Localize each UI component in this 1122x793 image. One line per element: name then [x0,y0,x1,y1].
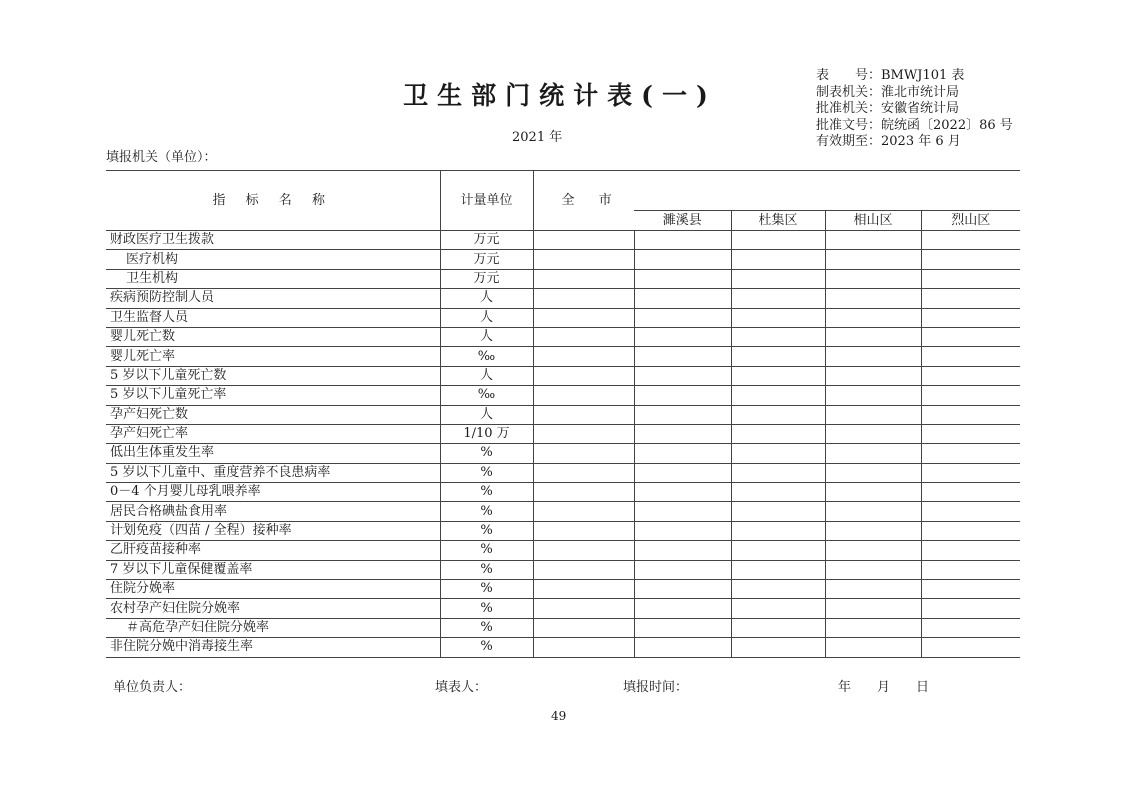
district-value-cell [825,250,921,269]
district-value-cell [825,638,921,657]
indicator-name: 居民合格碘盐食用率 [106,502,440,521]
made-by: 制表机关：淮北市统计局 [816,84,960,100]
unit-cell: 人 [440,405,533,424]
district-value-cell [634,463,731,482]
city-value-cell [533,618,634,637]
table-row [106,405,1020,424]
indicator-name: 农村孕产妇住院分娩率 [106,599,440,618]
district-value-cell [731,444,825,463]
district-value-cell [921,269,1020,288]
district-value-cell [825,560,921,579]
district-value-cell [921,250,1020,269]
district-value-cell [825,424,921,443]
district-value-cell [921,308,1020,327]
city-value-cell [533,638,634,657]
district-value-cell [731,599,825,618]
district-value-cell [731,580,825,599]
indicator-name: 卫生机构 [106,269,440,288]
city-value-cell [533,521,634,540]
city-value-cell [533,502,634,521]
district-value-cell [825,405,921,424]
district-value-cell [825,308,921,327]
indicator-name: 医疗机构 [106,250,440,269]
district-value-cell [634,580,731,599]
district-value-cell [731,560,825,579]
district-value-cell [731,502,825,521]
district-value-cell [634,347,731,366]
page-number: 49 [551,709,567,723]
district-value-cell [634,250,731,269]
table-row [106,386,1020,405]
date-fields: 年 月 日 [838,680,930,695]
district-value-cell [921,560,1020,579]
indicator-name: 低出生体重发生率 [106,444,440,463]
indicator-name: 孕产妇死亡率 [106,424,440,443]
unit-cell: 1/10 万 [440,424,533,443]
filler-label: 填报机关（单位）： [106,150,217,165]
district-value-cell [921,599,1020,618]
district-value-cell [634,308,731,327]
district-value-cell [731,366,825,385]
table-row [106,483,1020,502]
district-value-cell [634,269,731,288]
district-value-cell [731,386,825,405]
report-year: 2021 年 [512,130,563,145]
district-value-cell [731,231,825,250]
fill-time-label: 填报时间： [623,680,689,695]
approval-document: 批准文号：皖统函〔2022〕86 号 [816,117,1013,133]
city-value-cell [533,308,634,327]
district-value-cell [731,483,825,502]
district-value-cell [731,327,825,346]
district-value-cell [825,580,921,599]
table-row [106,618,1020,637]
city-value-cell [533,560,634,579]
unit-cell: 人 [440,327,533,346]
district-value-cell [634,366,731,385]
district-value-cell [825,502,921,521]
district-value-cell [921,289,1020,308]
unit-cell: % [440,638,533,657]
form-number: 表 号：BMWJ101 表 [816,68,965,83]
district-value-cell [825,483,921,502]
district-value-cell [825,599,921,618]
table-row [106,599,1020,618]
district-value-cell [731,638,825,657]
header-district: 杜集区 [731,211,825,231]
unit-cell: % [440,521,533,540]
unit-cell: % [440,541,533,560]
district-value-cell [731,424,825,443]
unit-cell: 人 [440,366,533,385]
indicator-name: 财政医疗卫生拨款 [106,231,440,250]
district-value-cell [825,444,921,463]
table-row [106,250,1020,269]
unit-cell: % [440,560,533,579]
indicator-name: 卫生监督人员 [106,308,440,327]
unit-cell: % [440,463,533,482]
district-value-cell [921,502,1020,521]
district-value-cell [634,599,731,618]
valid-until: 有效期至：2023 年 6 月 [816,134,961,149]
header-unit: 计量单位 [440,171,533,231]
district-value-cell [921,366,1020,385]
city-value-cell [533,231,634,250]
table-row [106,521,1020,540]
table-row [106,347,1020,366]
table-row [106,638,1020,657]
table-row [106,580,1020,599]
unit-cell: ‰ [440,347,533,366]
district-value-cell [634,483,731,502]
district-value-cell [731,463,825,482]
indicator-name: 婴儿死亡率 [106,347,440,366]
district-value-cell [731,347,825,366]
unit-cell: % [440,502,533,521]
district-value-cell [825,269,921,288]
district-value-cell [634,541,731,560]
unit-cell: % [440,483,533,502]
district-value-cell [731,521,825,540]
district-value-cell [731,541,825,560]
city-value-cell [533,541,634,560]
district-value-cell [825,289,921,308]
indicator-name: 住院分娩率 [106,580,440,599]
district-value-cell [825,327,921,346]
table-row [106,502,1020,521]
district-value-cell [634,289,731,308]
district-value-cell [634,405,731,424]
approved-by: 批准机关：安徽省统计局 [816,101,960,116]
indicator-name: 0－4 个月婴儿母乳喂养率 [106,483,440,502]
city-value-cell [533,269,634,288]
indicator-name: 非住院分娩中消毒接生率 [106,638,440,657]
district-value-cell [921,347,1020,366]
form-meta [816,68,1013,151]
district-value-cell [825,231,921,250]
district-value-cell [634,386,731,405]
indicator-name: 5 岁以下儿童死亡数 [106,366,440,385]
district-value-cell [634,444,731,463]
district-value-cell [634,638,731,657]
indicator-name: 5 岁以下儿童死亡率 [106,386,440,405]
table-row [106,444,1020,463]
table-row [106,289,1020,308]
indicator-name: 计划免疫（四苗 / 全程）接种率 [106,521,440,540]
city-value-cell [533,327,634,346]
table-row [106,541,1020,560]
header-district: 相山区 [825,211,921,231]
indicator-name: 5 岁以下儿童中、重度营养不良患病率 [106,463,440,482]
indicator-name: 7 岁以下儿童保健覆盖率 [106,560,440,579]
district-value-cell [634,231,731,250]
district-value-cell [921,580,1020,599]
responsible-person-label: 单位负责人： [113,680,192,695]
district-value-cell [921,327,1020,346]
district-value-cell [825,386,921,405]
district-value-cell [634,327,731,346]
district-value-cell [731,269,825,288]
district-value-cell [825,366,921,385]
city-value-cell [533,580,634,599]
district-value-cell [921,618,1020,637]
table-row [106,424,1020,443]
district-value-cell [634,521,731,540]
indicator-name: 疾病预防控制人员 [106,289,440,308]
table-row [106,560,1020,579]
district-value-cell [921,386,1020,405]
district-value-cell [634,424,731,443]
district-value-cell [634,502,731,521]
city-value-cell [533,599,634,618]
unit-cell: 人 [440,308,533,327]
indicator-name: 乙肝疫苗接种率 [106,541,440,560]
city-value-cell [533,483,634,502]
unit-cell: 万元 [440,231,533,250]
district-value-cell [825,463,921,482]
indicator-name: 孕产妇死亡数 [106,405,440,424]
unit-cell: ‰ [440,386,533,405]
unit-cell: 人 [440,289,533,308]
district-value-cell [921,638,1020,657]
city-value-cell [533,386,634,405]
city-value-cell [533,424,634,443]
city-value-cell [533,444,634,463]
city-value-cell [533,463,634,482]
district-value-cell [731,289,825,308]
district-value-cell [731,405,825,424]
district-value-cell [825,618,921,637]
district-value-cell [825,347,921,366]
city-value-cell [533,250,634,269]
indicator-name: ＃高危孕产妇住院分娩率 [106,618,440,637]
city-value-cell [533,347,634,366]
unit-cell: 万元 [440,250,533,269]
table-row [106,269,1020,288]
district-value-cell [921,405,1020,424]
city-value-cell [533,366,634,385]
table-row [106,327,1020,346]
table-row [106,366,1020,385]
unit-cell: % [440,444,533,463]
page-title: 卫生部门统计表(一) [403,81,717,110]
indicator-name: 婴儿死亡数 [106,327,440,346]
district-value-cell [921,541,1020,560]
city-value-cell [533,405,634,424]
district-value-cell [921,521,1020,540]
table-row [106,463,1020,482]
district-value-cell [921,444,1020,463]
district-value-cell [634,618,731,637]
district-value-cell [731,250,825,269]
header-district: 烈山区 [921,211,1020,231]
city-value-cell [533,289,634,308]
district-value-cell [921,483,1020,502]
district-value-cell [825,521,921,540]
district-value-cell [921,463,1020,482]
district-value-cell [731,618,825,637]
header-city: 全 市 [533,171,634,231]
header-city-span [634,171,1020,211]
unit-cell: 万元 [440,269,533,288]
district-value-cell [921,424,1020,443]
statistics-table [106,170,1020,658]
preparer-label: 填表人： [435,680,488,695]
header-district: 濉溪县 [634,211,731,231]
table-row [106,308,1020,327]
unit-cell: % [440,599,533,618]
district-value-cell [825,541,921,560]
table-row [106,231,1020,250]
district-value-cell [921,231,1020,250]
district-value-cell [634,560,731,579]
unit-cell: % [440,580,533,599]
district-value-cell [731,308,825,327]
header-indicator-name: 指 标 名 称 [106,171,440,231]
unit-cell: % [440,618,533,637]
